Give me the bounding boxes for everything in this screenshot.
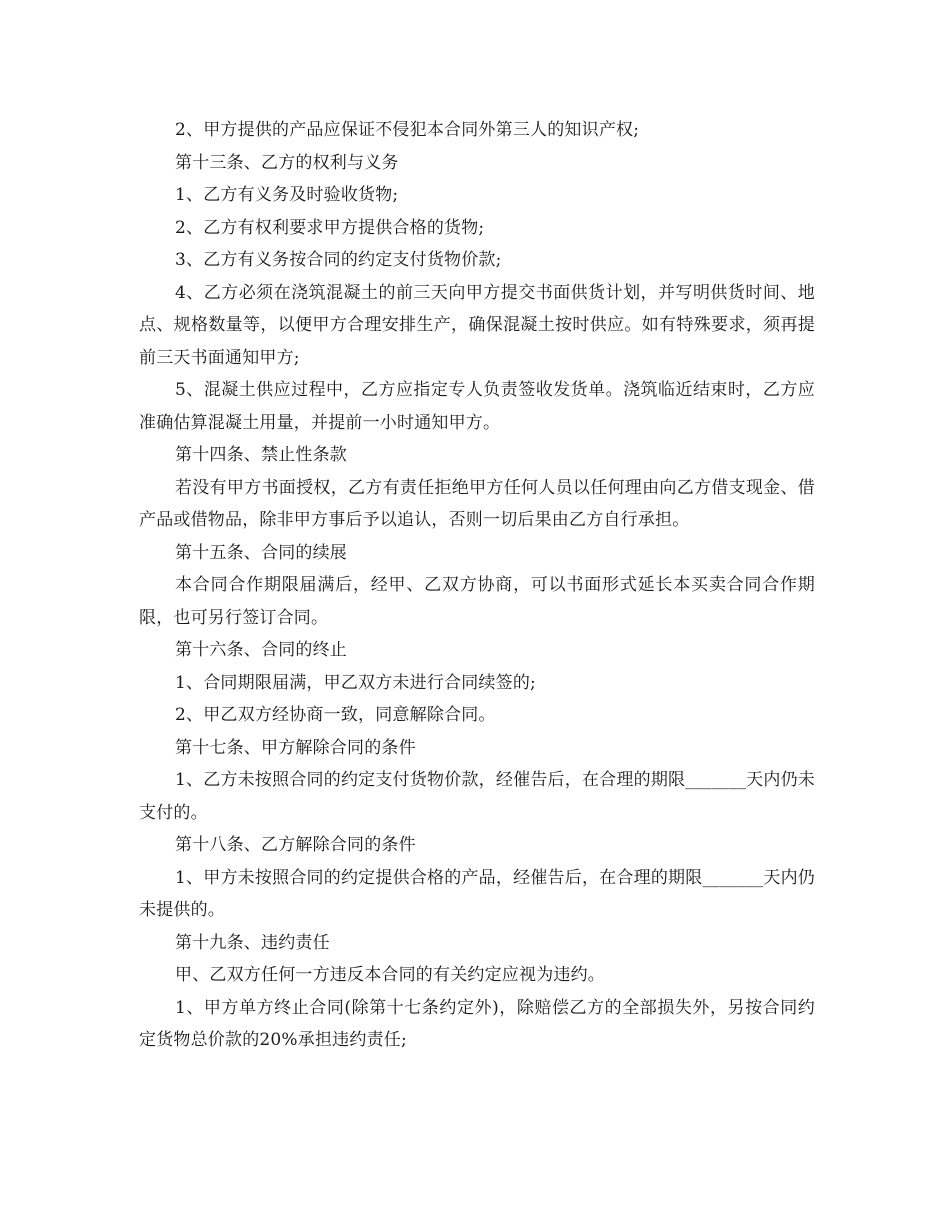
- section-heading: 第十九条、违约责任: [175, 932, 330, 953]
- section-heading: 第十六条、合同的终止: [175, 640, 347, 660]
- paragraph: 1、乙方未按照合同的约定支付货物价款，经催告后，在合理的期限_______天内仍未支付的。: [139, 770, 815, 823]
- section-heading: 第十五条、合同的续展: [175, 542, 347, 563]
- paragraph: 1、甲方单方终止合同(除第十七条约定外)，除赔偿乙方的全部损失外，另按合同约定货物总价款的20%承担违约责任;: [139, 997, 815, 1050]
- paragraph: 1、甲方未按照合同的约定提供合格的产品，经催告后，在合理的期限_______天内仍未提供的。: [139, 867, 815, 920]
- section-heading: 第十八条、乙方解除合同的条件: [175, 835, 416, 855]
- document-body: [139, 114, 815, 1057]
- paragraph: 3、乙方有义务按合同的约定支付货物价款;: [175, 250, 502, 270]
- paragraph: 2、甲方提供的产品应保证不侵犯本合同外第三人的知识产权;: [175, 120, 640, 140]
- paragraph: 1、合同期限届满，甲乙双方未进行合同续签的;: [175, 672, 536, 693]
- paragraph: 2、乙方有权利要求甲方提供合格的货物;: [175, 217, 485, 238]
- paragraph: 4、乙方必须在浇筑混凝土的前三天向甲方提交书面供货计划，并写明供货时间、地点、规格数量等，以便甲方合理安排生产，确保混凝土按时供应。如有特殊要求，须再提前三天书面通知甲方;: [139, 282, 815, 368]
- paragraph: 甲、乙双方任何一方违反本合同的有关约定应视为违约。: [175, 965, 605, 985]
- paragraph: 5、混凝土供应过程中，乙方应指定专人负责签收发货单。浇筑临近结束时，乙方应准确估算混凝土用量，并提前一小时通知甲方。: [139, 380, 815, 433]
- paragraph: 1、乙方有义务及时验收货物;: [175, 185, 399, 205]
- paragraph: 本合同合作期限届满后，经甲、乙双方协商，可以书面形式延长本买卖合同合作期限，也可另行签订合同。: [139, 575, 815, 628]
- section-heading: 第十七条、甲方解除合同的条件: [175, 737, 416, 758]
- paragraph: 2、甲乙双方经协商一致，同意解除合同。: [175, 705, 496, 725]
- section-heading: 第十三条、乙方的权利与义务: [175, 152, 399, 173]
- section-heading: 第十四条、禁止性条款: [175, 445, 347, 465]
- paragraph: 若没有甲方书面授权，乙方有责任拒绝甲方任何人员以任何理由向乙方借支现金、借产品或借物品，除非甲方事后予以追认，否则一切后果由乙方自行承担。: [139, 477, 815, 530]
